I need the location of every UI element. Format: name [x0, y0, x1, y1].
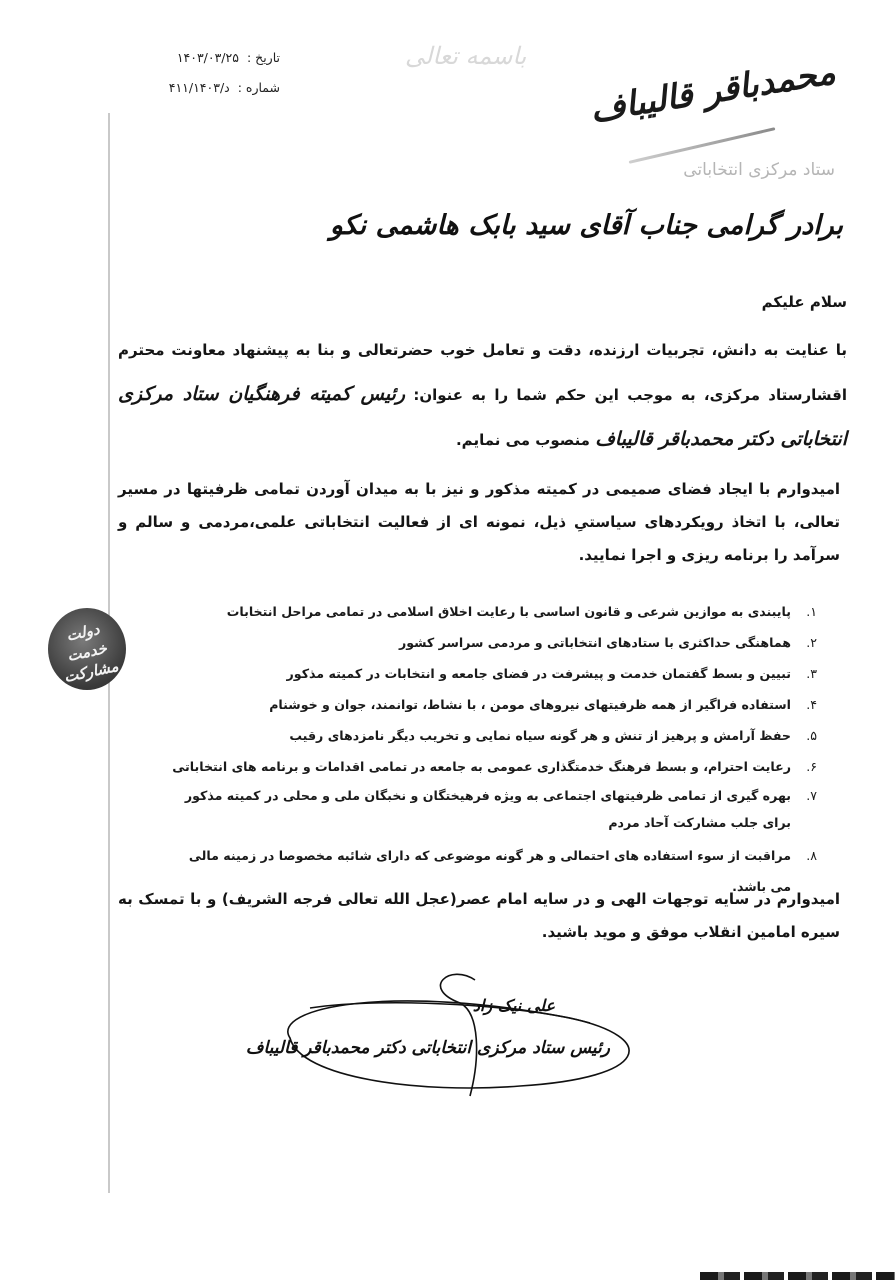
signatory-name: علی نیک زاد	[472, 996, 555, 1015]
logo-calligraphy: محمدباقر قالیباف	[587, 52, 839, 131]
campaign-logo	[587, 52, 839, 180]
list-item	[170, 689, 817, 720]
signatory-title: رئیس ستاد مرکزی انتخاباتی دکتر محمدباقر قالیباف	[245, 1038, 610, 1058]
campaign-seal	[48, 608, 126, 690]
item-text: مراقبت از سوء استفاده های احتمالی و هر گونه موضوعی که دارای شائبه مخصوصا در زمینه مالی می باشد.	[188, 848, 791, 894]
letter-meta	[140, 52, 280, 111]
signature-block	[245, 968, 650, 1098]
besmellah-watermark: باسمه تعالی	[405, 42, 527, 70]
item-text: استفاده فراگیر از همه ظرفیتهای نیروهای مومن ، با نشاط، توانمند، جوان و خوشنام	[269, 697, 791, 712]
list-item	[170, 596, 817, 627]
appointment-title: رئیس کمیته فرهنگیان ستاد مرکزی انتخاباتی دکتر محمدباقر قالیباف	[118, 383, 847, 450]
salutation: برادر گرامی جناب آقای سید بابک هاشمی نکو	[329, 210, 843, 241]
date-row	[140, 52, 280, 65]
item-number: ۴.	[806, 697, 817, 712]
item-number: ۸.	[806, 848, 817, 863]
date-label: تاریخ :	[246, 50, 280, 65]
expectation-paragraph: امیدوارم با ایجاد فضای صمیمی در کمیته مذکور و نیز با به میدان آوردن تمامی ظرفیتها در مسیر تعالی، با اتخاذ رویکردهای سیاستیِ ذیل، نمونه ای از فعالیت انتخاباتی علمی،مردمی و سالم و سرآمد را برنامه ریزی و اجرا نمایید.	[118, 480, 840, 564]
item-number: ۲.	[806, 635, 817, 650]
item-number: ۳.	[806, 666, 817, 681]
appointment-outro: منصوب می نمایم.	[455, 431, 590, 449]
list-item	[170, 627, 817, 658]
logo-underline	[629, 127, 776, 164]
number-row	[140, 79, 280, 95]
policy-list	[170, 596, 817, 902]
scan-edge-artifact	[700, 1272, 895, 1280]
seal-text: دولت خدمت مشارکت	[62, 620, 120, 687]
logo-subtitle: ستاد مرکزی انتخاباتی	[683, 160, 835, 180]
list-item	[170, 720, 817, 751]
item-text: رعایت احترام، و بسط فرهنگ خدمتگذاری عمومی به جامعه در تمامی اقدامات و برنامه های انتخاباتی	[172, 759, 791, 774]
list-item	[170, 751, 817, 782]
item-text: بهره گیری از تمامی ظرفیتهای اجتماعی به ویژه فرهیختگان و نخبگان ملی و محلی در کمیته مذکور برای جلب مشارکت آحاد مردم	[184, 788, 791, 830]
closing-paragraph: امیدوارم در سایه توجهات الهی و در سایه امام عصر(عجل الله تعالی فرجه الشریف) و با تمسک به سیره امامین انقلاب موفق و موید باشید.	[118, 890, 840, 941]
item-text: هماهنگی حداکثری با ستادهای انتخاباتی و مردمی سراسر کشور	[398, 635, 791, 650]
number-label: شماره :	[237, 79, 280, 95]
item-number: ۶.	[806, 759, 817, 774]
list-item	[170, 658, 817, 689]
item-number: ۷.	[806, 788, 817, 803]
number-value: د/۴۱۱/۱۴۰۳	[168, 79, 230, 95]
item-number: ۵.	[806, 728, 817, 743]
appointment-intro: با عنایت به دانش، تجربیات ارزنده، دقت و تعامل خوب حضرتعالی و بنا به پیشنهاد معاونت محترم اقشارستاد مرکزی، به موجب این حکم شما را به عنوان:	[118, 341, 847, 404]
appointment-paragraph	[118, 328, 847, 462]
greeting: سلام علیکم	[761, 293, 847, 311]
date-value: ۱۴۰۳/۰۳/۲۵	[176, 50, 239, 65]
item-text: تبیین و بسط گفتمان خدمت و پیشرفت در فضای جامعه و انتخابات در کمیته مذکور	[286, 666, 791, 681]
item-text: پایبندی به موازین شرعی و قانون اساسی با رعایت اخلاق اسلامی در تمامی مراحل انتخابات	[226, 604, 791, 619]
item-number: ۱.	[806, 604, 817, 619]
list-item	[170, 782, 817, 840]
item-text: حفظ آرامش و پرهیز از تنش و هر گونه سیاه نمایی و تخریب دیگر نامزدهای رقیب	[289, 728, 791, 743]
signature-scribble-icon	[270, 968, 650, 1098]
